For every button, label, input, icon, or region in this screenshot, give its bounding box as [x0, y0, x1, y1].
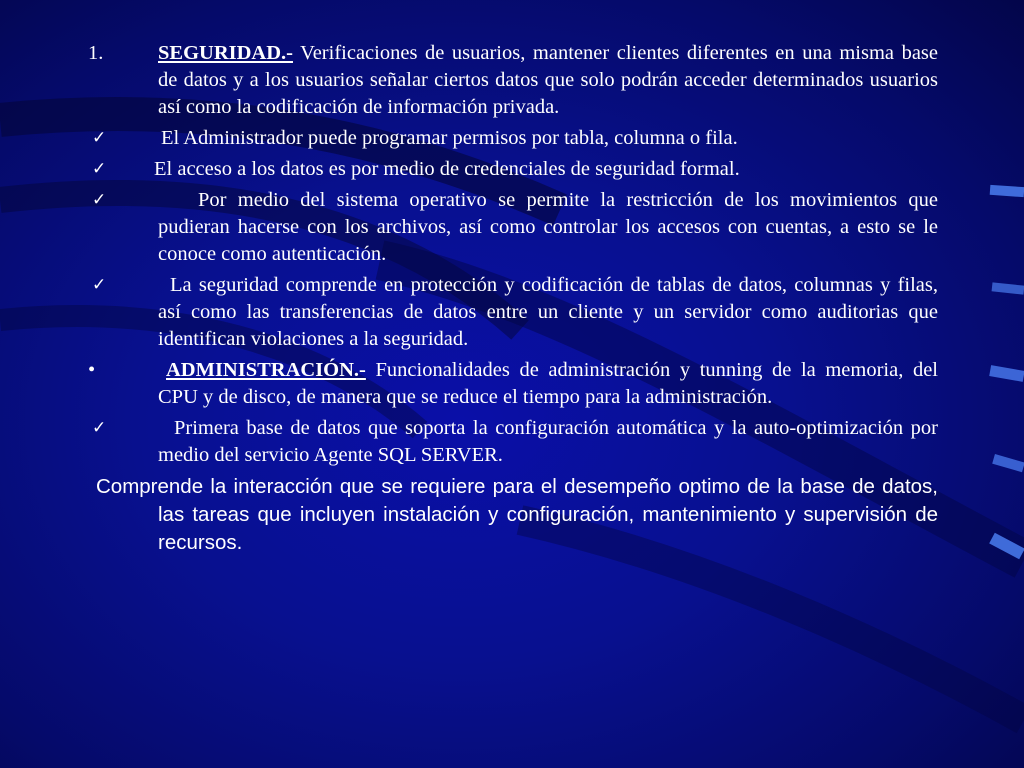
section-heading-seguridad: SEGURIDAD.- [158, 42, 293, 64]
list-item-seguridad [88, 40, 938, 121]
item-text: El acceso a los datos es por medio de credenciales de seguridad formal. [154, 158, 740, 180]
check-item [88, 156, 938, 183]
item-text: Verificaciones de usuarios, mantener clientes diferentes en una misma base de datos y a los usuarios señalar ciertos datos que solo podrán acceder determinados usuarios así como la codificación de información privada. [158, 42, 938, 118]
item-text: Por medio del sistema operativo se permite la restricción de los movimientos que pudieran hacerse con los archivos, así como controlar los accesos con cuentas, a esto se le conoce como autenticación. [158, 189, 938, 265]
list-item-administracion [88, 357, 938, 411]
check-icon: ✓ [92, 275, 107, 295]
check-item [88, 125, 938, 152]
bullet-icon: • [88, 359, 96, 381]
check-icon: ✓ [92, 128, 107, 148]
item-text: Primera base de datos que soporta la configuración automática y la auto-optimización por medio del servicio Agente SQL SERVER. [158, 417, 938, 466]
check-icon: ✓ [92, 190, 107, 210]
check-item [88, 187, 938, 268]
list-number: 1. [88, 42, 104, 64]
check-item [88, 272, 938, 353]
item-text: Funcionalidades de administración y tunning de la memoria, del CPU y de disco, de manera que se reduce el tiempo para la administración. [158, 359, 938, 408]
closing-paragraph: Comprende la interacción que se requiere para el desempeño optimo de la base de datos, las tareas que incluyen instalación y configuración, mantenimiento y supervisión de recursos. [96, 475, 938, 554]
check-icon: ✓ [92, 418, 107, 438]
item-text: El Administrador puede programar permisos por tabla, columna o fila. [161, 127, 738, 149]
item-text: La seguridad comprende en protección y codificación de tablas de datos, columnas y filas, así como las transferencias de datos entre un cliente y un servidor como auditorias que identifican violaciones a la seguridad. [158, 274, 938, 350]
section-heading-administracion: ADMINISTRACIÓN.- [166, 359, 366, 381]
slide-content [88, 40, 938, 561]
check-icon: ✓ [92, 159, 107, 179]
check-item [88, 415, 938, 469]
